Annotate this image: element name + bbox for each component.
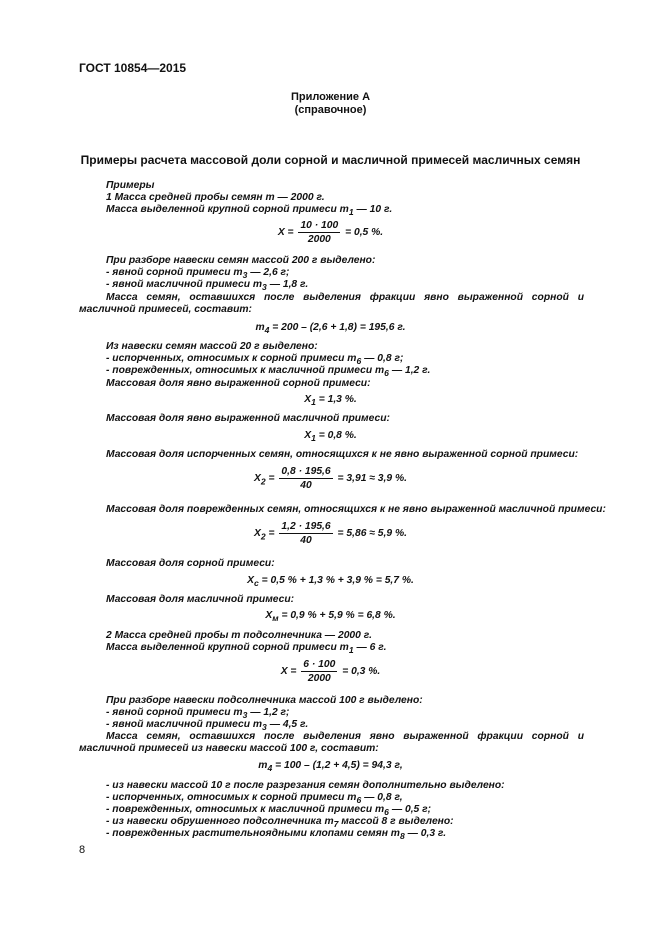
formula: X = $\frac{10 \cdot 100}{2000}$ = 0,5 %. [277, 220, 384, 245]
list-item: - испорченных, относимых к сорной примеси $m_6$ — 0,8 г, [106, 792, 403, 806]
list-item: - поврежденных растительноядными клопами семян $m_8$ — 0,3 г. [106, 828, 447, 842]
examples-heading: Примеры [106, 180, 155, 191]
formula: $m_4 = 100 - (1,2 + 4,5) = 94,3$ г, [258, 760, 403, 774]
formula: $m_4 = 200 - (2,6 + 1,8) = 195,6$ г. [255, 322, 406, 336]
list-item: - из навески массой 10 г после разрезания семян дополнительно выделено: [106, 780, 505, 791]
formula: $X_1 = 1,3$ %. [304, 394, 357, 408]
text-line: При разборе навески семян массой 200 г выделено: [106, 255, 376, 266]
text-line: Из навески семян массой 20 г выделено: [106, 341, 318, 352]
text-line: 2 Масса средней пробы m подсолнечника — 2000 г. [106, 630, 372, 641]
text-line: 1 Масса средней пробы семян m — 2000 г. [106, 192, 325, 203]
list-item: - явной масличной примеси $m_3$ — 4,5 г. [106, 719, 309, 733]
page-number: 8 [79, 844, 86, 856]
formula: $X_c = 0,5$ % + 1,3 % + 3,9 % = 5,7 %. [247, 575, 414, 589]
list-item: - из навески обрушенного подсолнечника $m_7$ массой 8 г выделено: [106, 816, 454, 830]
list-item: - испорченных, относимых к сорной примеси $m_6$ — 0,8 г; [106, 353, 404, 367]
text-line: Массовая доля сорной примеси: [106, 558, 275, 569]
formula: X = $\frac{6 \cdot 100}{2000}$ = 0,3 %. [280, 659, 381, 684]
list-item: - явной масличной примеси $m_3$ — 1,8 г. [106, 279, 309, 293]
list-item: - поврежденных, относимых к масличной примеси $m_6$ — 0,5 г; [106, 804, 432, 818]
appendix-title: Приложение А [290, 91, 371, 103]
text-line: Масса выделенной крупной сорной примеси $m_1$ — 6 г. [106, 642, 387, 656]
appendix-subtitle: (справочное) [294, 104, 367, 116]
paragraph: Масса семян, оставшихся после выделения явно выраженной фракции сорной и масличной примесей из навески массой 100 г, составит: [79, 731, 584, 754]
list-item: - явной сорной примеси $m_3$ — 2,6 г; [106, 267, 290, 281]
text-line: Массовая доля явно выраженной сорной примеси: [106, 378, 371, 389]
formula: $X_2$ = $\frac{0,8 \cdot 195,6}{40}$ = 3,91 ≈ 3,9 %. [254, 466, 407, 491]
text-line: Масса выделенной крупной сорной примеси $m_1$ — 10 г. [106, 204, 393, 218]
formula: $X_1 = 0,8$ %. [304, 430, 357, 444]
paragraph: Масса семян, оставшихся после выделения фракции явно выраженной сорной и масличной примесей, составит: [79, 292, 584, 315]
document-code: ГОСТ 10854—2015 [79, 61, 187, 75]
list-item: - явной сорной примеси $m_3$ — 1,2 г; [106, 707, 290, 721]
text-line: Массовая доля поврежденных семян, относящихся к не явно выраженной масличной примеси: [106, 504, 606, 515]
formula: $X_2$ = $\frac{1,2 \cdot 195,6}{40}$ = 5,86 ≈ 5,9 %. [254, 521, 407, 546]
text-line: Массовая доля масличной примеси: [106, 594, 295, 605]
text-line: Массовая доля явно выраженной масличной примеси: [106, 413, 390, 424]
section-title: Примеры расчета массовой доли сорной и масличной примесей масличных семян [80, 153, 581, 167]
formula: $X_м = 0,9$ % + 5,9 % = 6,8 %. [265, 610, 396, 624]
text-line: При разборе навески подсолнечника массой 100 г выделено: [106, 695, 423, 706]
text-line: Массовая доля испорченных семян, относящихся к не явно выраженной сорной примеси: [106, 449, 579, 460]
list-item: - поврежденных, относимых к масличной примеси $m_6$ — 1,2 г. [106, 365, 431, 379]
